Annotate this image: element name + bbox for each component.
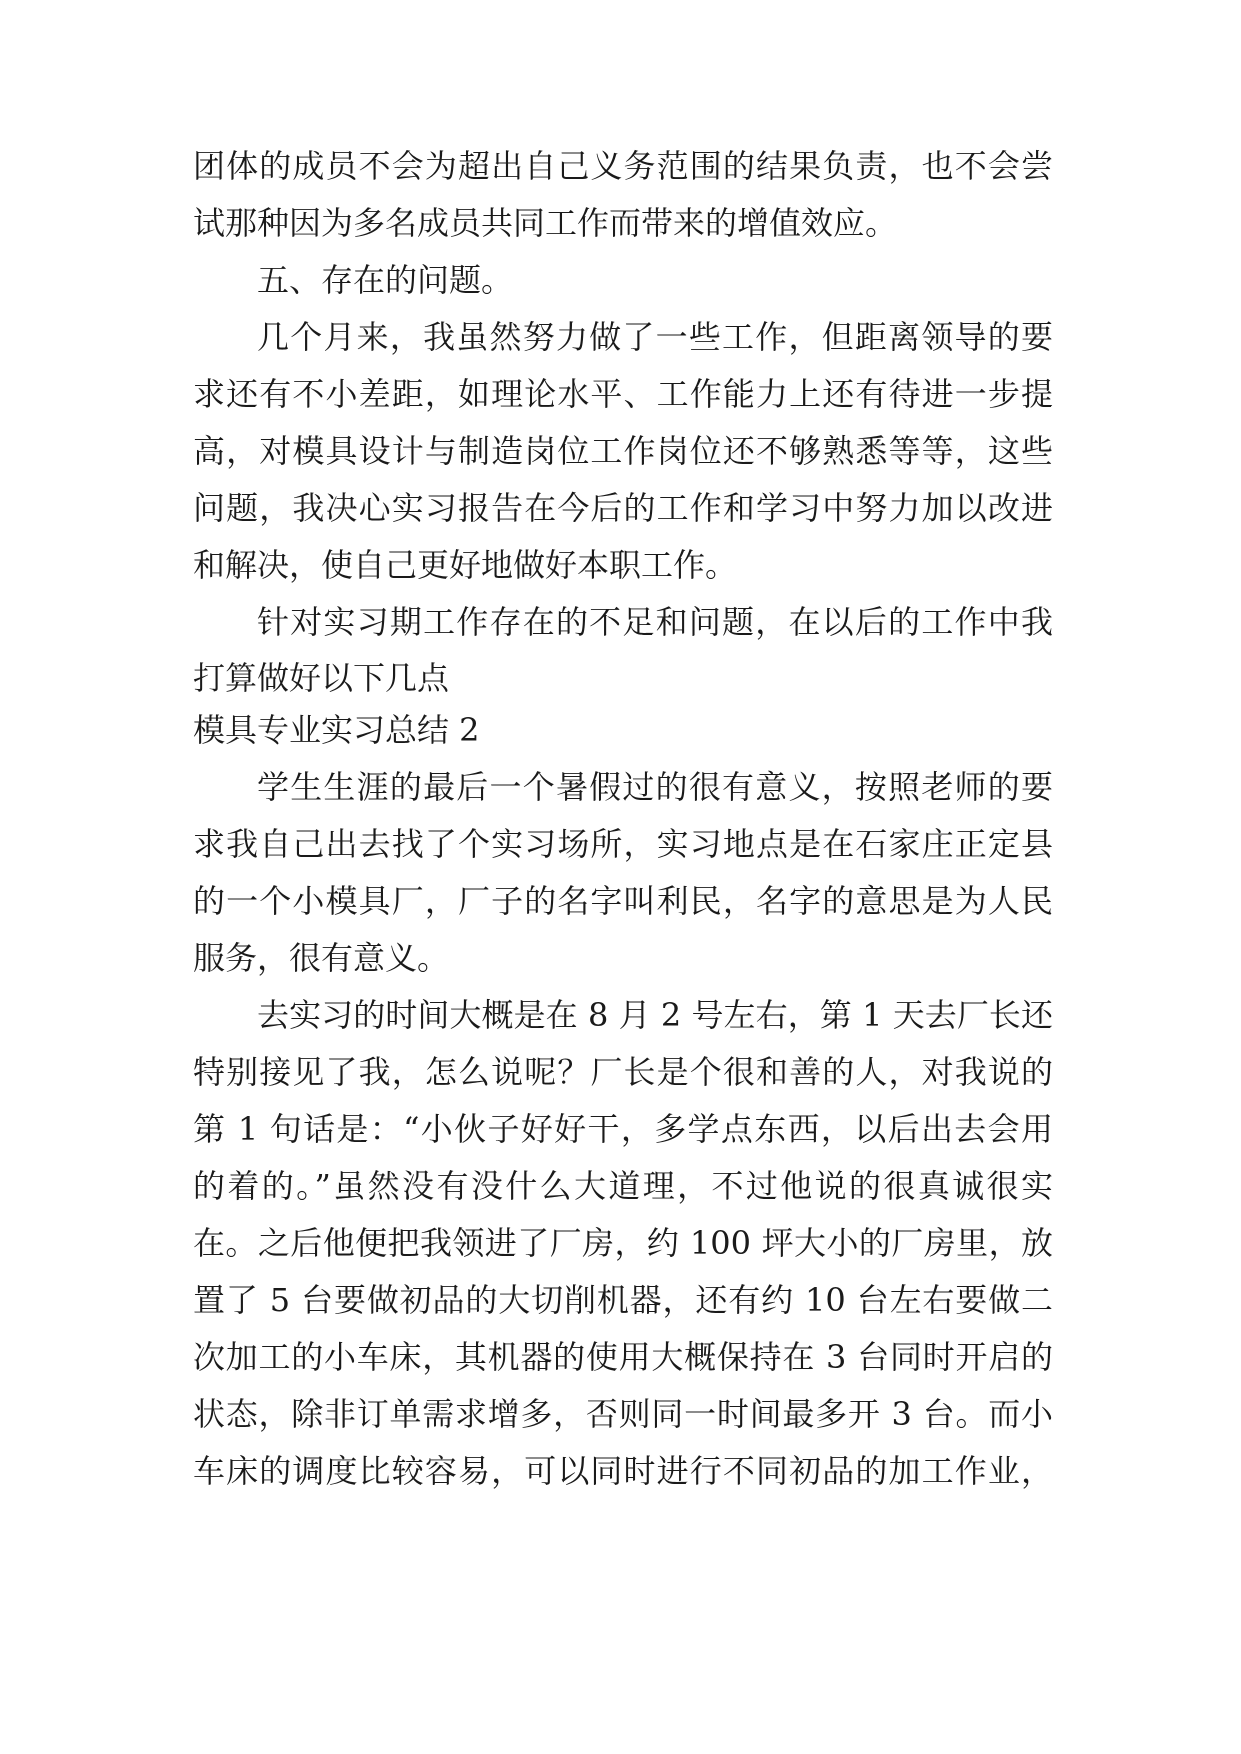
- section-title: 模具专业实习总结 2: [193, 711, 480, 749]
- text-line: 的着的。”虽然没有没什么大道理，不过他说的很真诚很实: [193, 1167, 1053, 1205]
- text-line: 在。之后他便把我领进了厂房，约 100 坪大小的厂房里，放: [193, 1224, 1053, 1262]
- text-line: 针对实习期工作存在的不足和问题，在以后的工作中我: [257, 603, 1053, 641]
- text-line: 团体的成员不会为超出自己义务范围的结果负责，也不会尝: [193, 147, 1053, 185]
- text-line: 问题，我决心实习报告在今后的工作和学习中努力加以改进: [193, 489, 1053, 527]
- text-line: 服务，很有意义。: [193, 939, 450, 977]
- text-line: 高，对模具设计与制造岗位工作岗位还不够熟悉等等，这些: [193, 432, 1053, 470]
- text-line: 和解决，使自己更好地做好本职工作。: [193, 546, 738, 584]
- text-line: 第 1 句话是：“小伙子好好干，多学点东西，以后出去会用: [193, 1110, 1053, 1148]
- text-line: 试那种因为多名成员共同工作而带来的增值效应。: [193, 204, 898, 242]
- text-line: 几个月来，我虽然努力做了一些工作，但距离领导的要: [257, 318, 1053, 356]
- text-line: 去实习的时间大概是在 8 月 2 号左右，第 1 天去厂长还: [257, 996, 1053, 1034]
- text-line: 打算做好以下几点: [193, 659, 450, 697]
- text-line: 车床的调度比较容易，可以同时进行不同初品的加工作业，: [193, 1452, 1053, 1490]
- text-line: 的一个小模具厂，厂子的名字叫利民，名字的意思是为人民: [193, 882, 1053, 920]
- text-line: 求还有不小差距，如理论水平、工作能力上还有待进一步提: [193, 375, 1053, 413]
- text-line: 求我自己出去找了个实习场所，实习地点是在石家庄正定县: [193, 825, 1053, 863]
- text-line: 状态，除非订单需求增多，否则同一时间最多开 3 台。而小: [193, 1395, 1053, 1433]
- text-line: 次加工的小车床，其机器的使用大概保持在 3 台同时开启的: [193, 1338, 1053, 1376]
- text-line: 学生生涯的最后一个暑假过的很有意义，按照老师的要: [257, 768, 1053, 806]
- text-line: 置了 5 台要做初品的大切削机器，还有约 10 台左右要做二: [193, 1281, 1053, 1319]
- section-heading: 五、存在的问题。: [257, 261, 514, 299]
- text-line: 特别接见了我，怎么说呢？厂长是个很和善的人，对我说的: [193, 1053, 1053, 1091]
